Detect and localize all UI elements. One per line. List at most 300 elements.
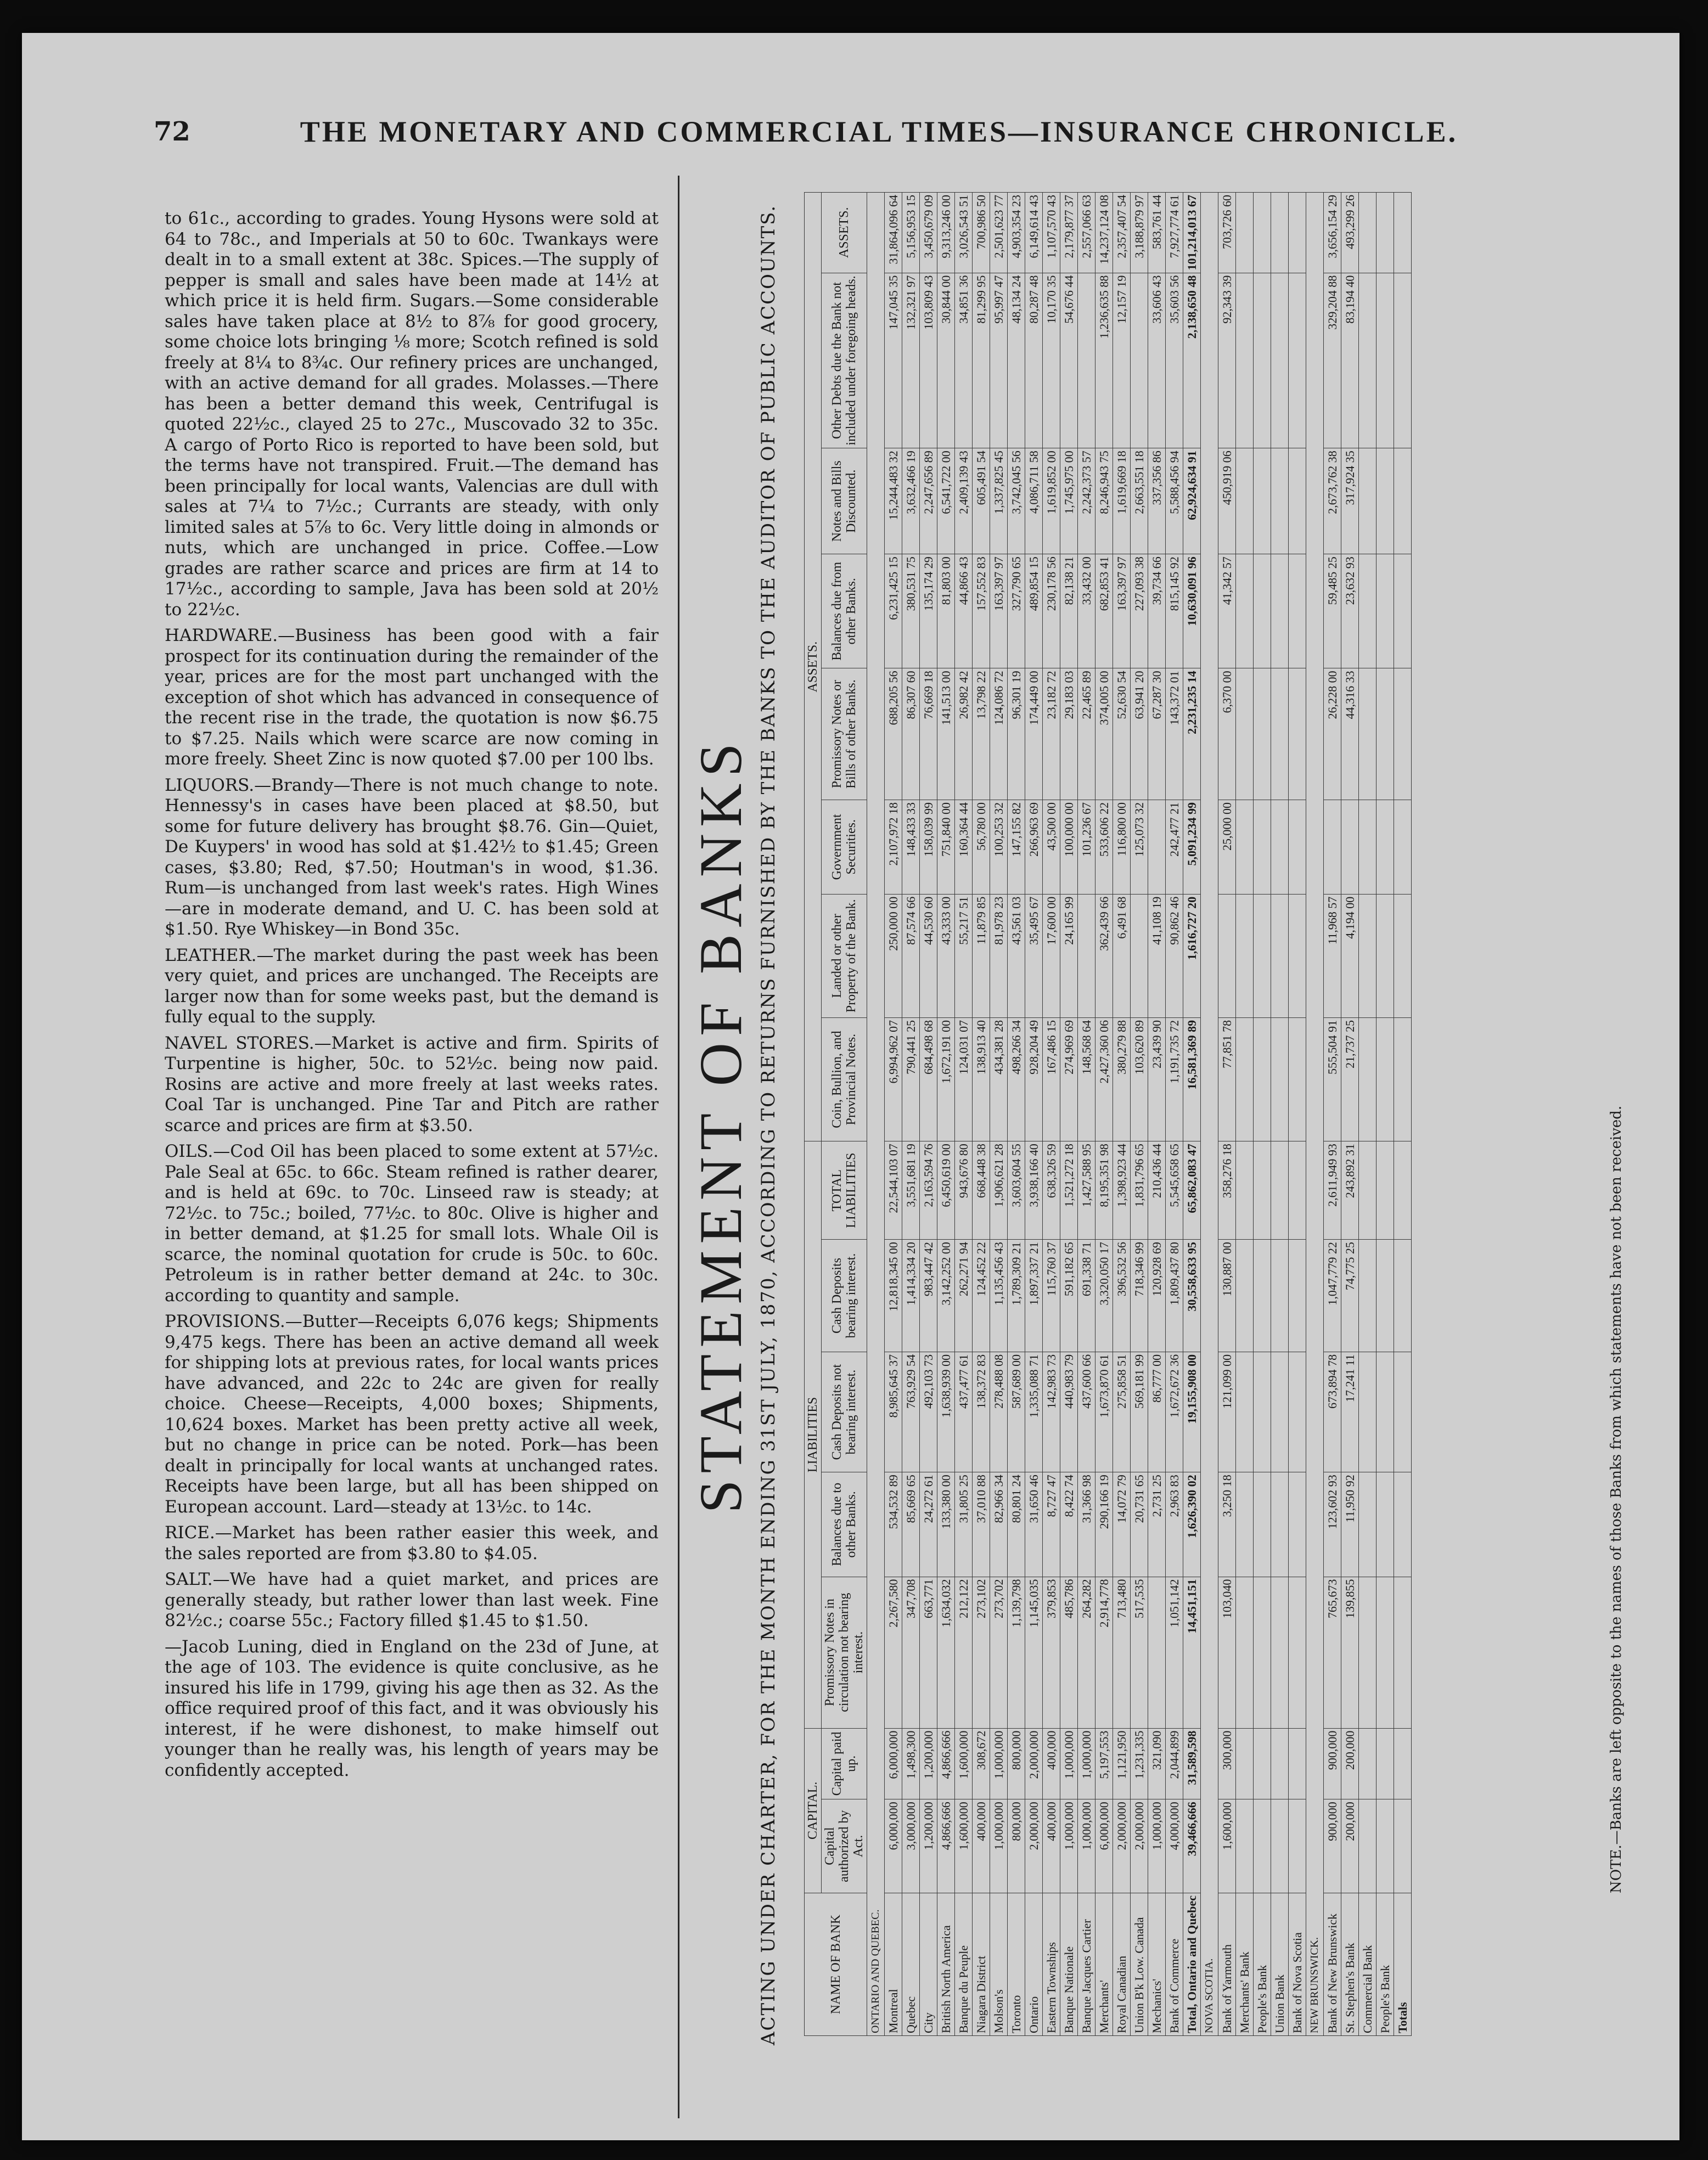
value-cell: 450,919 06 [1218,448,1236,554]
value-cell: 3,656,154 29 [1324,193,1341,273]
value-cell: 3,938,166 40 [1025,1141,1043,1240]
value-cell: 1,831,796 65 [1131,1141,1148,1240]
value-cell: 1,000,000 [1078,1799,1095,1893]
value-cell: 498,266 34 [1008,1017,1025,1141]
value-cell [1236,1141,1254,1240]
table-row [1148,193,1166,2036]
value-cell [1394,273,1412,448]
bank-name-cell: Ontario [1025,1893,1043,2036]
value-cell: 1,626,390 02 [1183,1472,1201,1577]
value-cell: 6,541,722 00 [937,448,955,554]
bank-name-cell: Bank of Nova Scotia [1289,1893,1306,2036]
value-cell [1271,1472,1289,1577]
value-cell [1394,193,1412,273]
value-cell [1236,894,1254,1017]
value-cell [1236,1577,1254,1728]
value-cell [1376,273,1394,448]
bank-name-cell: City [920,1893,937,2036]
paragraph-hardware: HARDWARE.—Business has been good with a fair prospect for its continuation during the remainder of the year, prices are for the most part unchanged with the exception of shot which has advanced in consequence of the recent rise in the trade, the quotation is now $6.75 to $7.25. Nails which were scarce are now coming in more freely. Sheet Zinc is now quoted $7.00 per 100 lbs. [165,626,659,769]
value-cell: 308,672 [973,1728,990,1799]
value-cell: 1,337,825 45 [990,448,1008,554]
value-cell [1236,193,1254,273]
value-cell [1376,448,1394,554]
value-cell: 274,969 69 [1060,1017,1078,1141]
value-cell: 329,204 88 [1324,273,1341,448]
value-cell: 10,630,091 96 [1183,554,1201,668]
value-cell: 485,786 [1060,1577,1078,1728]
value-cell: 1,135,456 43 [990,1240,1008,1352]
value-cell: 3,603,604 55 [1008,1141,1025,1240]
value-cell [1271,273,1289,448]
value-cell: 25,000 00 [1218,800,1236,894]
value-cell [1359,800,1376,894]
value-cell: 1,600,000 [955,1728,973,1799]
value-cell [1376,554,1394,668]
value-cell [1359,448,1376,554]
value-cell: 86,777 00 [1148,1352,1166,1472]
value-cell: 2,138,650 48 [1183,273,1201,448]
value-cell: 92,343 39 [1218,273,1236,448]
value-cell: 1,047,779 22 [1324,1240,1341,1352]
value-cell: 374,005 00 [1095,668,1113,800]
value-cell: 52,630 54 [1113,668,1131,800]
value-cell: 1,673,870 61 [1095,1352,1113,1472]
value-cell: 31,805 25 [955,1472,973,1577]
value-cell: 34,851 36 [955,273,973,448]
value-cell: 6,370 00 [1218,668,1236,800]
value-cell: 6,149,614 43 [1025,193,1043,273]
value-cell: 148,568 64 [1078,1017,1095,1141]
value-cell: 379,853 [1043,1577,1060,1728]
table-row [1341,193,1359,2036]
value-cell: 2,267,580 [885,1577,902,1728]
value-cell: 434,381 28 [990,1017,1008,1141]
value-cell: 380,531 75 [902,554,920,668]
value-cell: 763,929 54 [902,1352,920,1472]
value-cell: 765,673 [1324,1577,1341,1728]
value-cell [1359,1017,1376,1141]
table-row [1166,193,1183,2036]
value-cell [1254,1240,1271,1352]
value-cell: 8,422 74 [1060,1472,1078,1577]
value-cell [1359,668,1376,800]
table-row [1254,193,1271,2036]
value-cell: 440,983 79 [1060,1352,1078,1472]
value-cell: 24,272 61 [920,1472,937,1577]
value-cell: 44,316 33 [1341,668,1359,800]
market-report-column [165,209,659,1965]
col-header-name: NAME OF BANK [805,1893,867,2036]
value-cell: 900,000 [1324,1728,1341,1799]
value-cell: 163,397 97 [990,554,1008,668]
value-cell: 1,521,272 18 [1060,1141,1078,1240]
col-header: Landed or other Property of the Bank. [822,894,867,1017]
bank-statement-region [675,192,1641,2074]
table-row [920,193,937,2036]
value-cell: 2,000,000 [1025,1728,1043,1799]
value-cell: 243,892 31 [1341,1141,1359,1240]
value-cell: 2,611,949 93 [1324,1141,1341,1240]
value-cell: 22,465 89 [1078,668,1095,800]
value-cell: 174,449 00 [1025,668,1043,800]
value-cell: 17,241 11 [1341,1352,1359,1472]
value-cell [1254,1141,1271,1240]
value-cell: 2,409,139 43 [955,448,973,554]
bank-name-cell: Total, Ontario and Quebec [1183,1893,1201,2036]
value-cell: 44,866 43 [955,554,973,668]
value-cell: 125,073 32 [1131,800,1148,894]
value-cell [1289,1728,1306,1799]
value-cell [1236,1472,1254,1577]
value-cell [1289,193,1306,273]
value-cell: 273,702 [990,1577,1008,1728]
value-cell: 86,307 60 [902,668,920,800]
value-cell: 5,197,553 [1095,1728,1113,1799]
value-cell: 31,650 46 [1025,1472,1043,1577]
table-row [1271,193,1289,2036]
value-cell: 200,000 [1341,1799,1359,1893]
value-cell: 1,121,950 [1113,1728,1131,1799]
value-cell: 44,530 60 [920,894,937,1017]
value-cell [1254,1799,1271,1893]
value-cell: 100,000 00 [1060,800,1078,894]
paragraph-leather: LEATHER.—The market during the past week has been very quiet, and prices are unchanged. The Receipts are larger now than for some weeks past, but the demand is fully equal to the supply. [165,945,659,1027]
value-cell: 81,978 23 [990,894,1008,1017]
statement-title: STATEMENT OF BANKS [687,736,754,1514]
value-cell: 3,551,681 19 [902,1141,920,1240]
value-cell: 30,558,633 95 [1183,1240,1201,1352]
value-cell: 43,561 03 [1008,894,1025,1017]
value-cell: 227,093 38 [1131,554,1148,668]
paragraph-salt: SALT.—We have had a quiet market, and prices are generally steady, but rather lower than last week. Fine 82½c.; coarse 55c.; Factory filled $1.45 to $1.50. [165,1570,659,1630]
value-cell: 928,204 49 [1025,1017,1043,1141]
value-cell [1289,448,1306,554]
value-cell: 142,983 73 [1043,1352,1060,1472]
value-cell: 10,170 35 [1043,273,1060,448]
value-cell: 396,532 56 [1113,1240,1131,1352]
value-cell: 39,734 66 [1148,554,1166,668]
value-cell: 24,165 99 [1060,894,1078,1017]
value-cell: 21,737 25 [1341,1017,1359,1141]
value-cell: 8,246,943 75 [1095,448,1113,554]
bank-name-cell: Niagara District [973,1893,990,2036]
col-header: ASSETS. [822,193,867,273]
value-cell: 19,155,908 00 [1183,1352,1201,1472]
value-cell: 591,182 65 [1060,1240,1078,1352]
col-header: Other Debts due the Bank not included under foregoing heads. [822,273,867,448]
value-cell: 1,634,032 [937,1577,955,1728]
paragraph-naval-stores: NAVEL STORES.—Market is active and firm. Spirits of Turpentine is higher, 50c. to 52½c. being now paid. Rosins are active and more freely at last weeks rates. Coal Tar is unchanged. Pine Tar and Pitch are rather scarce and prices are firm at $3.50. [165,1033,659,1135]
value-cell: 2,107,972 18 [885,800,902,894]
value-cell: 492,103 73 [920,1352,937,1472]
value-cell: 16,581,369 89 [1183,1017,1201,1141]
value-cell: 2,914,778 [1095,1577,1113,1728]
bank-name-cell: Mechanics' [1148,1893,1166,2036]
value-cell: 121,099 00 [1218,1352,1236,1472]
table-row [1359,193,1376,2036]
bank-name-cell: British North America [937,1893,955,2036]
value-cell: 39,466,666 [1183,1799,1201,1893]
value-cell: 3,026,543 51 [955,193,973,273]
value-cell: 147,155 82 [1008,800,1025,894]
table-row [1324,193,1341,2036]
value-cell [1376,894,1394,1017]
value-cell: 3,250 18 [1218,1472,1236,1577]
value-cell [1254,894,1271,1017]
value-cell [1254,800,1271,894]
value-cell [1394,448,1412,554]
value-cell: 2,731 25 [1148,1472,1166,1577]
value-cell: 14,451,151 [1183,1577,1201,1728]
group-label-row [1201,193,1218,2036]
value-cell: 3,632,466 19 [902,448,920,554]
value-cell [1394,1472,1412,1577]
bank-name-cell: Union Bank [1271,1893,1289,2036]
value-cell: 12,818,345 00 [885,1240,902,1352]
value-cell: 6,000,000 [885,1799,902,1893]
table-row [937,193,955,2036]
value-cell [1359,1472,1376,1577]
value-cell: 123,602 93 [1324,1472,1341,1577]
table-row [885,193,902,2036]
value-cell: 1,000,000 [990,1799,1008,1893]
value-cell [1394,1240,1412,1352]
value-cell: 800,000 [1008,1799,1025,1893]
bank-name-cell: Banque du Peuple [955,1893,973,2036]
value-cell [1376,1141,1394,1240]
value-cell [1289,1577,1306,1728]
value-cell [1394,1799,1412,1893]
value-cell: 23,439 90 [1148,1017,1166,1141]
value-cell: 81,299 95 [973,273,990,448]
value-cell: 23,182 72 [1043,668,1060,800]
table-row [1289,193,1306,2036]
value-cell: 2,357,407 54 [1113,193,1131,273]
value-cell: 1,191,735 72 [1166,1017,1183,1141]
value-cell: 13,798 22 [973,668,990,800]
value-cell: 2,163,594 76 [920,1141,937,1240]
group-header-row [805,193,822,2036]
value-cell: 358,276 18 [1218,1141,1236,1240]
value-cell: 124,031 07 [955,1017,973,1141]
value-cell: 6,231,425 15 [885,554,902,668]
value-cell: 62,924,634 91 [1183,448,1201,554]
value-cell: 1,000,000 [1078,1728,1095,1799]
value-cell [1236,1352,1254,1472]
value-cell [1359,1352,1376,1472]
value-cell: 2,231,235 14 [1183,668,1201,800]
bank-name-cell: Bank of New Brunswick [1324,1893,1341,2036]
value-cell: 3,188,879 97 [1131,193,1148,273]
bank-name-cell: Banque Nationale [1060,1893,1078,2036]
col-header: Promissory Notes or Bills of other Banks. [822,668,867,800]
value-cell [1236,448,1254,554]
value-cell: 101,236 67 [1078,800,1095,894]
value-cell [1289,800,1306,894]
value-cell [1236,1728,1254,1799]
value-cell [1254,193,1271,273]
value-cell: 337,356 86 [1148,448,1166,554]
value-cell: 83,194 40 [1341,273,1359,448]
value-cell: 2,242,373 57 [1078,448,1095,554]
value-cell [1289,1352,1306,1472]
table-row [1113,193,1131,2036]
value-cell: 120,928 69 [1148,1240,1166,1352]
column-header-row [822,193,867,2036]
value-cell: 1,231,335 [1131,1728,1148,1799]
value-cell [1376,1472,1394,1577]
value-cell: 2,427,360 06 [1095,1017,1113,1141]
value-cell [1254,1472,1271,1577]
value-cell: 55,217 51 [955,894,973,1017]
col-header: Cash Deposits bearing interest. [822,1240,867,1352]
col-header: TOTAL LIABILITIES [822,1141,867,1240]
value-cell: 26,228 00 [1324,668,1341,800]
value-cell: 31,589,598 [1183,1728,1201,1799]
value-cell: 493,299 26 [1341,193,1359,273]
value-cell: 200,000 [1341,1728,1359,1799]
value-cell: 148,433 33 [902,800,920,894]
value-cell [1271,668,1289,800]
value-cell: 1,809,437 80 [1166,1240,1183,1352]
value-cell [1289,894,1306,1017]
value-cell: 101,214,013 67 [1183,193,1201,273]
statement-note: NOTE.—Banks are left opposite to the names of those Banks from which statements have not been received. [1608,1105,1625,1893]
value-cell: 12,157 19 [1113,273,1131,448]
value-cell: 1,789,309 21 [1008,1240,1025,1352]
bank-name-cell: St. Stephen's Bank [1341,1893,1359,2036]
value-cell [1078,273,1095,448]
value-cell: 6,000,000 [885,1728,902,1799]
value-cell: 1,600,000 [1218,1799,1236,1893]
value-cell: 212,122 [955,1577,973,1728]
value-cell [1254,668,1271,800]
value-cell: 124,086 72 [990,668,1008,800]
value-cell: 2,963 83 [1166,1472,1183,1577]
value-cell: 1,616,727 20 [1183,894,1201,1017]
bank-name-cell: Molson's [990,1893,1008,2036]
value-cell: 2,000,000 [1131,1799,1148,1893]
rotated-statement [675,192,1641,2058]
value-cell: 555,504 91 [1324,1017,1341,1141]
value-cell: 713,480 [1113,1577,1131,1728]
value-cell: 82,138 21 [1060,554,1078,668]
value-cell [1218,894,1236,1017]
value-cell: 1,107,570 43 [1043,193,1060,273]
value-cell: 15,244,483 32 [885,448,902,554]
value-cell: 158,039 99 [920,800,937,894]
col-header: Notes and Bills Discounted. [822,448,867,554]
value-cell [1394,1728,1412,1799]
value-cell: 20,731 65 [1131,1472,1148,1577]
value-cell: 3,450,679 09 [920,193,937,273]
paragraph-provisions: PROVISIONS.—Butter—Receipts 6,076 kegs; Shipments 9,475 kegs. There has been an active demand all week for shipping lots at previous rates, for local wants prices have advanced, and 22c to 24c are given for really choice. Cheese—Receipts, 4,000 boxes; Shipments, 10,624 boxes. Market has been pretty active all week, but no change in price can be noted. Pork—has been dealt in principally for local wants at unchanged rates. Receipts have been large, but all has been shipped on European account. Lard—steady at 13½c. to 14c. [165,1312,659,1517]
value-cell: 65,862,083 47 [1183,1141,1201,1240]
statement-body [867,193,1412,2036]
value-cell: 85,669 65 [902,1472,920,1577]
value-cell: 4,866,666 [937,1728,955,1799]
group-label: NOVA SCOTIA. [1201,193,1218,2036]
value-cell: 321,090 [1148,1728,1166,1799]
value-cell: 41,342 57 [1218,554,1236,668]
paragraph-jacob-luning: —Jacob Luning, died in England on the 23d of June, at the age of 103. The evidence is quite conclusive, as he insured his life in 1799, giving his age then as 32. As the office required proof of this fact, and it was obviously his interest, if he were dishonest, to make himself out younger than he really was, his length of years may be confidently accepted. [165,1636,659,1780]
value-cell: 4,000,000 [1166,1799,1183,1893]
value-cell: 1,638,939 00 [937,1352,955,1472]
value-cell [1236,1799,1254,1893]
table-row [1078,193,1095,2036]
value-cell: 1,236,635 88 [1095,273,1113,448]
table-row [1060,193,1078,2036]
value-cell: 1,051,142 [1166,1577,1183,1728]
value-cell: 103,620 89 [1131,1017,1148,1141]
value-cell: 275,858 51 [1113,1352,1131,1472]
value-cell: 138,913 40 [973,1017,990,1141]
value-cell: 400,000 [1043,1728,1060,1799]
bank-name-cell: Bank of Commerce [1166,1893,1183,2036]
value-cell: 273,102 [973,1577,990,1728]
value-cell [1394,1352,1412,1472]
value-cell [1254,1352,1271,1472]
value-cell: 135,174 29 [920,554,937,668]
value-cell: 362,439 66 [1095,894,1113,1017]
value-cell: 673,894 78 [1324,1352,1341,1472]
value-cell [1289,1472,1306,1577]
value-cell: 400,000 [1043,1799,1060,1893]
value-cell [1078,894,1095,1017]
col-header: Capital authorized by Act. [822,1799,867,1893]
value-cell: 718,346 99 [1131,1240,1148,1352]
value-cell: 1,897,337 21 [1025,1240,1043,1352]
bank-name-cell: People's Bank [1376,1893,1394,2036]
value-cell: 141,513 00 [937,668,955,800]
value-cell: 2,673,762 38 [1324,448,1341,554]
value-cell: 587,689 00 [1008,1352,1025,1472]
value-cell [1236,668,1254,800]
value-cell: 48,134 24 [1008,273,1025,448]
value-cell: 96,301 19 [1008,668,1025,800]
col-header: Promissory Notes in circulation not bearing interest. [822,1577,867,1728]
value-cell: 33,606 43 [1148,273,1166,448]
value-cell: 437,600 66 [1078,1352,1095,1472]
value-cell: 8,727 47 [1043,1472,1060,1577]
value-cell: 1,672,672 36 [1166,1352,1183,1472]
value-cell: 130,887 00 [1218,1240,1236,1352]
bank-name-cell: Commercial Bank [1359,1893,1376,2036]
value-cell: 684,498 68 [920,1017,937,1141]
value-cell [1359,894,1376,1017]
value-cell: 1,498,300 [902,1728,920,1799]
value-cell: 1,619,852 00 [1043,448,1060,554]
value-cell: 63,941 20 [1131,668,1148,800]
value-cell: 81,803 00 [937,554,955,668]
value-cell: 1,000,000 [990,1728,1008,1799]
value-cell: 23,632 93 [1341,554,1359,668]
value-cell: 4,086,711 58 [1025,448,1043,554]
value-cell: 327,790 65 [1008,554,1025,668]
value-cell: 3,000,000 [902,1799,920,1893]
value-cell: 347,708 [902,1577,920,1728]
value-cell: 8,195,351 98 [1095,1141,1113,1240]
value-cell: 133,380 00 [937,1472,955,1577]
value-cell [1394,800,1412,894]
value-cell [1394,668,1412,800]
table-row [1043,193,1060,2036]
value-cell: 87,574 66 [902,894,920,1017]
value-cell [1376,193,1394,273]
value-cell: 800,000 [1008,1728,1025,1799]
value-cell: 2,044,899 [1166,1728,1183,1799]
value-cell [1376,1577,1394,1728]
